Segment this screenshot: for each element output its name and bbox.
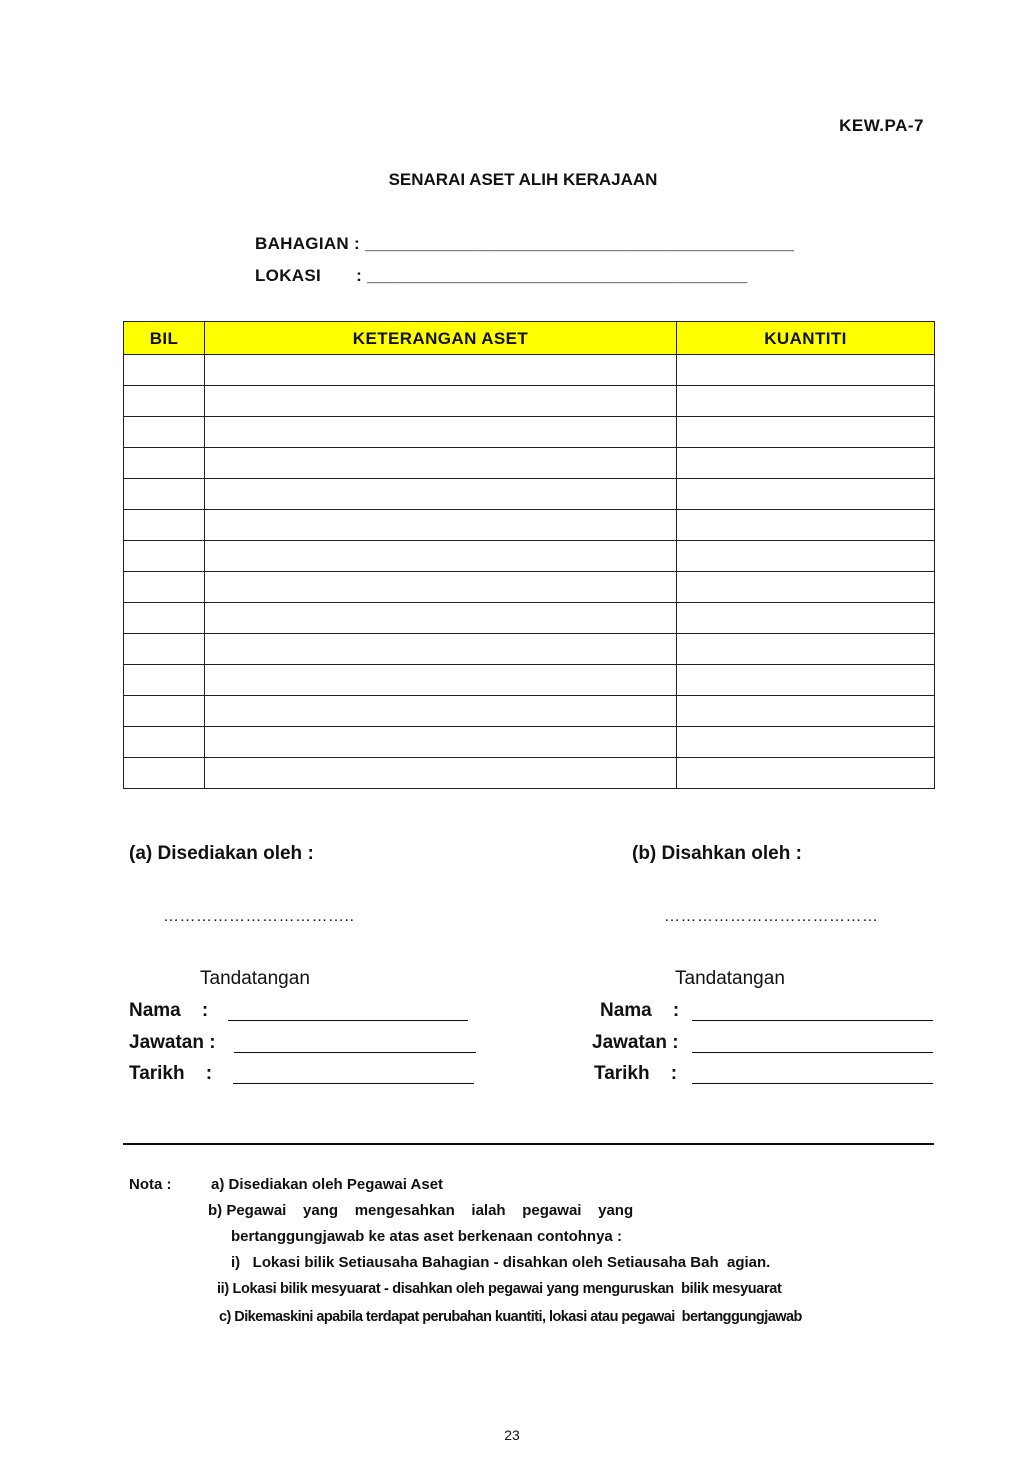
prepared-tarikh-line[interactable] bbox=[233, 1083, 474, 1084]
note-a: a) Disediakan oleh Pegawai Aset bbox=[211, 1176, 444, 1193]
prepared-nama-label: Nama : bbox=[129, 1000, 209, 1021]
page-title: SENARAI ASET ALIH KERAJAAN bbox=[388, 170, 658, 189]
bil-cell[interactable] bbox=[124, 479, 205, 510]
table-row bbox=[124, 479, 935, 510]
table-row bbox=[124, 603, 935, 634]
table-row bbox=[124, 665, 935, 696]
table-row bbox=[124, 355, 935, 386]
table-header-row bbox=[124, 322, 935, 355]
table-row bbox=[124, 417, 935, 448]
approved-jawatan-label: Jawatan : bbox=[592, 1032, 679, 1053]
bil-cell[interactable] bbox=[124, 665, 205, 696]
approved-tarikh-line[interactable] bbox=[692, 1083, 933, 1084]
kuantiti-cell[interactable] bbox=[677, 696, 935, 727]
bil-cell[interactable] bbox=[124, 417, 205, 448]
keterangan-aset-cell[interactable] bbox=[205, 758, 677, 789]
bil-cell[interactable] bbox=[124, 696, 205, 727]
bil-cell[interactable] bbox=[124, 634, 205, 665]
kuantiti-cell[interactable] bbox=[677, 634, 935, 665]
bil-cell[interactable] bbox=[124, 572, 205, 603]
bil-cell[interactable] bbox=[124, 727, 205, 758]
column-header-bil: BIL bbox=[124, 322, 205, 355]
bil-cell[interactable] bbox=[124, 510, 205, 541]
approved-tarikh-label: Tarikh : bbox=[594, 1063, 678, 1084]
table-row bbox=[124, 758, 935, 789]
table-row bbox=[124, 727, 935, 758]
table-row bbox=[124, 510, 935, 541]
kuantiti-cell[interactable] bbox=[677, 572, 935, 603]
table-row bbox=[124, 386, 935, 417]
kuantiti-cell[interactable] bbox=[677, 541, 935, 572]
kuantiti-cell[interactable] bbox=[677, 603, 935, 634]
prepared-signature-dots: …………………………….. bbox=[163, 908, 355, 925]
bil-cell[interactable] bbox=[124, 758, 205, 789]
prepared-nama-line[interactable] bbox=[228, 1020, 468, 1021]
approved-by-label: (b) Disahkan oleh : bbox=[632, 843, 802, 864]
prepared-by-label: (a) Disediakan oleh : bbox=[129, 843, 314, 864]
table-row bbox=[124, 541, 935, 572]
keterangan-aset-cell[interactable] bbox=[205, 634, 677, 665]
prepared-signature-label: Tandatangan bbox=[200, 968, 310, 989]
keterangan-aset-cell[interactable] bbox=[205, 541, 677, 572]
keterangan-aset-cell[interactable] bbox=[205, 665, 677, 696]
table-row bbox=[124, 448, 935, 479]
kuantiti-cell[interactable] bbox=[677, 727, 935, 758]
keterangan-aset-cell[interactable] bbox=[205, 727, 677, 758]
keterangan-aset-cell[interactable] bbox=[205, 417, 677, 448]
prepared-jawatan-line[interactable] bbox=[234, 1052, 476, 1053]
table-row bbox=[124, 572, 935, 603]
table-row bbox=[124, 696, 935, 727]
kuantiti-cell[interactable] bbox=[677, 448, 935, 479]
column-header-keterangan-aset: KETERANGAN ASET bbox=[205, 322, 677, 355]
approved-signature-dots: ………………………………… bbox=[664, 908, 879, 925]
section-divider bbox=[123, 1143, 934, 1145]
keterangan-aset-cell[interactable] bbox=[205, 386, 677, 417]
keterangan-aset-cell[interactable] bbox=[205, 696, 677, 727]
bil-cell[interactable] bbox=[124, 386, 205, 417]
bil-cell[interactable] bbox=[124, 603, 205, 634]
keterangan-aset-cell[interactable] bbox=[205, 572, 677, 603]
table-row bbox=[124, 634, 935, 665]
bil-cell[interactable] bbox=[124, 448, 205, 479]
page-number: 23 bbox=[504, 1427, 520, 1443]
keterangan-aset-cell[interactable] bbox=[205, 448, 677, 479]
bil-cell[interactable] bbox=[124, 541, 205, 572]
kuantiti-cell[interactable] bbox=[677, 386, 935, 417]
asset-table bbox=[123, 321, 935, 789]
lokasi-field: LOKASI : _______________________________________ bbox=[255, 266, 748, 285]
nota-heading: Nota : bbox=[129, 1176, 172, 1193]
note-b-continued: bertanggungjawab ke atas aset berkenaan contohnya : bbox=[231, 1228, 622, 1245]
kuantiti-cell[interactable] bbox=[677, 417, 935, 448]
note-ii: ii) Lokasi bilik mesyuarat - disahkan oleh pegawai yang menguruskan bilik mesyuarat bbox=[217, 1281, 782, 1297]
asset-table-body bbox=[124, 355, 935, 789]
prepared-tarikh-label: Tarikh : bbox=[129, 1063, 213, 1084]
approved-nama-label: Nama : bbox=[600, 1000, 680, 1021]
kuantiti-cell[interactable] bbox=[677, 510, 935, 541]
note-i: i) Lokasi bilik Setiausaha Bahagian - disahkan oleh Setiausaha Bah agian. bbox=[231, 1254, 771, 1271]
approved-nama-line[interactable] bbox=[692, 1020, 933, 1021]
kuantiti-cell[interactable] bbox=[677, 355, 935, 386]
approved-jawatan-line[interactable] bbox=[692, 1052, 933, 1053]
prepared-jawatan-label: Jawatan : bbox=[129, 1032, 216, 1053]
column-header-kuantiti: KUANTITI bbox=[677, 322, 935, 355]
kuantiti-cell[interactable] bbox=[677, 665, 935, 696]
bil-cell[interactable] bbox=[124, 355, 205, 386]
note-c: c) Dikemaskini apabila terdapat perubahan kuantiti, lokasi atau pegawai bertanggungjawab bbox=[219, 1309, 802, 1325]
kuantiti-cell[interactable] bbox=[677, 758, 935, 789]
keterangan-aset-cell[interactable] bbox=[205, 510, 677, 541]
form-code: KEW.PA-7 bbox=[839, 116, 924, 135]
keterangan-aset-cell[interactable] bbox=[205, 479, 677, 510]
approved-signature-label: Tandatangan bbox=[675, 968, 785, 989]
keterangan-aset-cell[interactable] bbox=[205, 603, 677, 634]
bahagian-field: BAHAGIAN : ____________________________________________ bbox=[255, 234, 795, 253]
keterangan-aset-cell[interactable] bbox=[205, 355, 677, 386]
kuantiti-cell[interactable] bbox=[677, 479, 935, 510]
note-b: b) Pegawai yang mengesahkan ialah pegawai yang bbox=[208, 1202, 634, 1219]
